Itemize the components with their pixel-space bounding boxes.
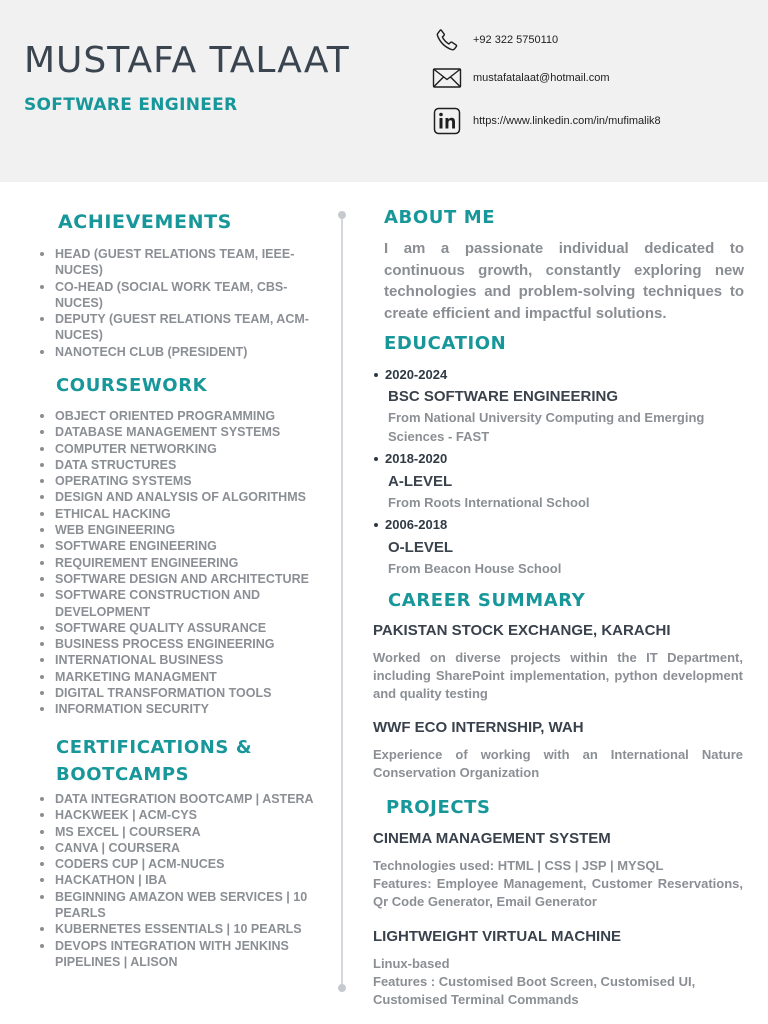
career-heading: CAREER SUMMARY <box>388 590 586 611</box>
certifications-heading <box>56 734 252 788</box>
education-heading: EDUCATION <box>384 333 507 354</box>
bullet-dot <box>374 457 378 461</box>
contact-email[interactable] <box>432 63 610 93</box>
contact-linkedin[interactable] <box>432 106 661 136</box>
list-item: HEAD (GUEST RELATIONS TEAM, IEEE-NUCES) <box>40 246 325 279</box>
education-school: From Roots International School <box>388 495 590 510</box>
education-school: From Beacon House School <box>388 561 562 576</box>
list-item: DATA INTEGRATION BOOTCAMP | ASTERA <box>40 791 325 807</box>
list-item: BEGINNING AMAZON WEB SERVICES | 10 PEARLS <box>40 889 325 922</box>
list-item: HACKATHON | IBA <box>40 872 325 888</box>
project-title: CINEMA MANAGEMENT SYSTEM <box>373 830 611 847</box>
coursework-heading: COURSEWORK <box>56 375 208 396</box>
list-item: REQUIREMENT ENGINEERING <box>40 555 325 571</box>
education-degree: BSC SOFTWARE ENGINEERING <box>388 388 619 405</box>
list-item: MS EXCEL | COURSERA <box>40 824 325 840</box>
contact-phone[interactable] <box>432 25 558 55</box>
achievements-heading: ACHIEVEMENTS <box>58 211 232 233</box>
list-item: DEVOPS INTEGRATION WITH JENKINS PIPELINES | ALISON <box>40 938 325 971</box>
list-item: INFORMATION SECURITY <box>40 701 325 717</box>
candidate-name: MUSTAFA TALAAT <box>24 40 350 81</box>
certifications-heading-line2: BOOTCAMPS <box>56 764 190 785</box>
column-divider <box>341 214 343 988</box>
career-title: WWF ECO INTERNSHIP, WAH <box>373 719 584 736</box>
education-years <box>374 517 447 532</box>
list-item: CANVA | COURSERA <box>40 840 325 856</box>
list-item: ETHICAL HACKING <box>40 506 325 522</box>
list-item: DEPUTY (GUEST RELATIONS TEAM, ACM-NUCES) <box>40 311 325 344</box>
list-item: WEB ENGINEERING <box>40 522 325 538</box>
career-title: PAKISTAN STOCK EXCHANGE, KARACHI <box>373 622 671 639</box>
certifications-list <box>40 791 325 970</box>
project-technologies: Technologies used: HTML | CSS | JSP | MYSQL <box>373 858 664 873</box>
phone-icon <box>432 25 462 55</box>
list-item: OPERATING SYSTEMS <box>40 473 325 489</box>
achievements-list <box>40 246 325 360</box>
linkedin-url[interactable]: https://www.linkedin.com/in/mufimalik8 <box>473 115 661 127</box>
coursework-list <box>40 408 325 718</box>
about-heading: ABOUT ME <box>384 207 496 228</box>
career-description: Experience of working with an International Nature Conservation Organization <box>373 747 743 780</box>
list-item: NANOTECH CLUB (PRESIDENT) <box>40 344 325 360</box>
list-item: CO-HEAD (SOCIAL WORK TEAM, CBS-NUCES) <box>40 279 325 312</box>
list-item: DIGITAL TRANSFORMATION TOOLS <box>40 685 325 701</box>
list-item: COMPUTER NETWORKING <box>40 441 325 457</box>
project-platform: Linux-based <box>373 956 450 971</box>
education-years-text: 2006-2018 <box>385 517 448 532</box>
list-item: DATA STRUCTURES <box>40 457 325 473</box>
about-text: I am a passionate individual dedicated to continuous growth, constantly exploring new technologies and problem-solving techniques to create efficient and impactful solutions. <box>384 240 744 322</box>
header-band <box>0 0 768 182</box>
email-address[interactable]: mustafatalaat@hotmail.com <box>473 72 610 84</box>
education-degree: O-LEVEL <box>388 539 454 556</box>
divider-bottom-dot <box>338 984 346 992</box>
list-item: SOFTWARE ENGINEERING <box>40 538 325 554</box>
list-item: SOFTWARE QUALITY ASSURANCE <box>40 620 325 636</box>
career-description: Worked on diverse projects within the IT Department, including SharePoint implementation, python development and quality testing <box>373 650 743 701</box>
divider-top-dot <box>338 211 346 219</box>
bullet-dot <box>374 373 378 377</box>
education-years <box>374 367 447 382</box>
list-item: INTERNATIONAL BUSINESS <box>40 652 325 668</box>
list-item: SOFTWARE DESIGN AND ARCHITECTURE <box>40 571 325 587</box>
list-item: HACKWEEK | ACM-CYS <box>40 807 325 823</box>
education-school: From National University Computing and Emerging Sciences - FAST <box>388 410 705 444</box>
education-years-text: 2018-2020 <box>385 451 448 466</box>
linkedin-icon <box>432 106 462 136</box>
phone-number[interactable]: +92 322 5750110 <box>473 34 559 46</box>
project-features: Features: Employee Management, Customer Reservations, Qr Code Generator, Email Generator <box>373 876 743 909</box>
project-title: LIGHTWEIGHT VIRTUAL MACHINE <box>373 928 622 945</box>
education-degree: A-LEVEL <box>388 473 453 490</box>
list-item: DESIGN AND ANALYSIS OF ALGORITHMS <box>40 489 325 505</box>
bullet-dot <box>374 523 378 527</box>
mail-icon <box>432 63 462 93</box>
list-item: CODERS CUP | ACM-NUCES <box>40 856 325 872</box>
certifications-heading-line1: CERTIFICATIONS & <box>56 737 253 758</box>
education-years <box>374 451 447 466</box>
list-item: BUSINESS PROCESS ENGINEERING <box>40 636 325 652</box>
project-features: Features : Customised Boot Screen, Customised UI, Customised Terminal Commands <box>373 974 696 1007</box>
list-item: MARKETING MANAGMENT <box>40 669 325 685</box>
job-title: SOFTWARE ENGINEER <box>24 95 238 115</box>
list-item: OBJECT ORIENTED PROGRAMMING <box>40 408 325 424</box>
list-item: DATABASE MANAGEMENT SYSTEMS <box>40 424 325 440</box>
projects-heading: PROJECTS <box>386 797 491 818</box>
list-item: KUBERNETES ESSENTIALS | 10 PEARLS <box>40 921 325 937</box>
list-item: SOFTWARE CONSTRUCTION AND DEVELOPMENT <box>40 587 325 620</box>
education-years-text: 2020-2024 <box>385 367 448 382</box>
